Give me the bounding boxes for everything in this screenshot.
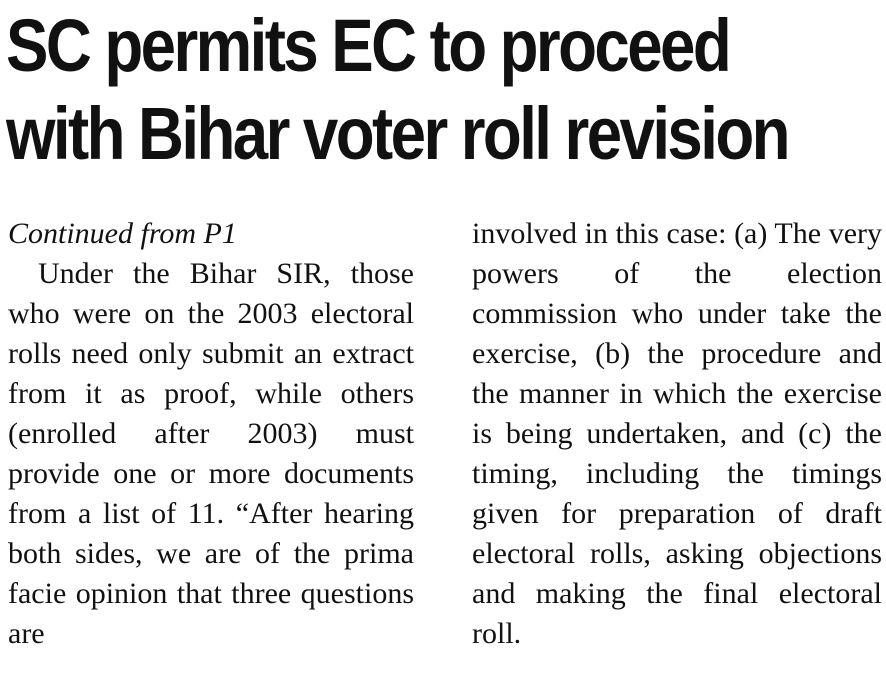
article-body [8, 214, 882, 654]
headline-line-1: SC permits EC to proceed [6, 4, 730, 87]
headline-line-2: with Bihar voter roll revision [6, 92, 788, 175]
column-left [8, 214, 414, 654]
headline [6, 2, 788, 178]
column-right-paragraph: involved in this case: (a) The very powers of the election commission who under take the exercise, (b) the procedure and the manner in which the exercise is being undertaken, and (c) the timing, including the timings given for preparation of draft electoral rolls, asking objections and making the final electoral roll. [472, 217, 882, 650]
continued-from-line: Continued from P1 [8, 217, 237, 250]
column-right [472, 214, 882, 654]
column-left-paragraph: Under the Bihar SIR, those who were on the 2003 electoral rolls need only submit an extract from it as proof, while others (enrolled after 2003) must provide one or more documents from a list of 11. “After hearing both sides, we are of the prima facie opinion that three questions are [8, 257, 414, 650]
